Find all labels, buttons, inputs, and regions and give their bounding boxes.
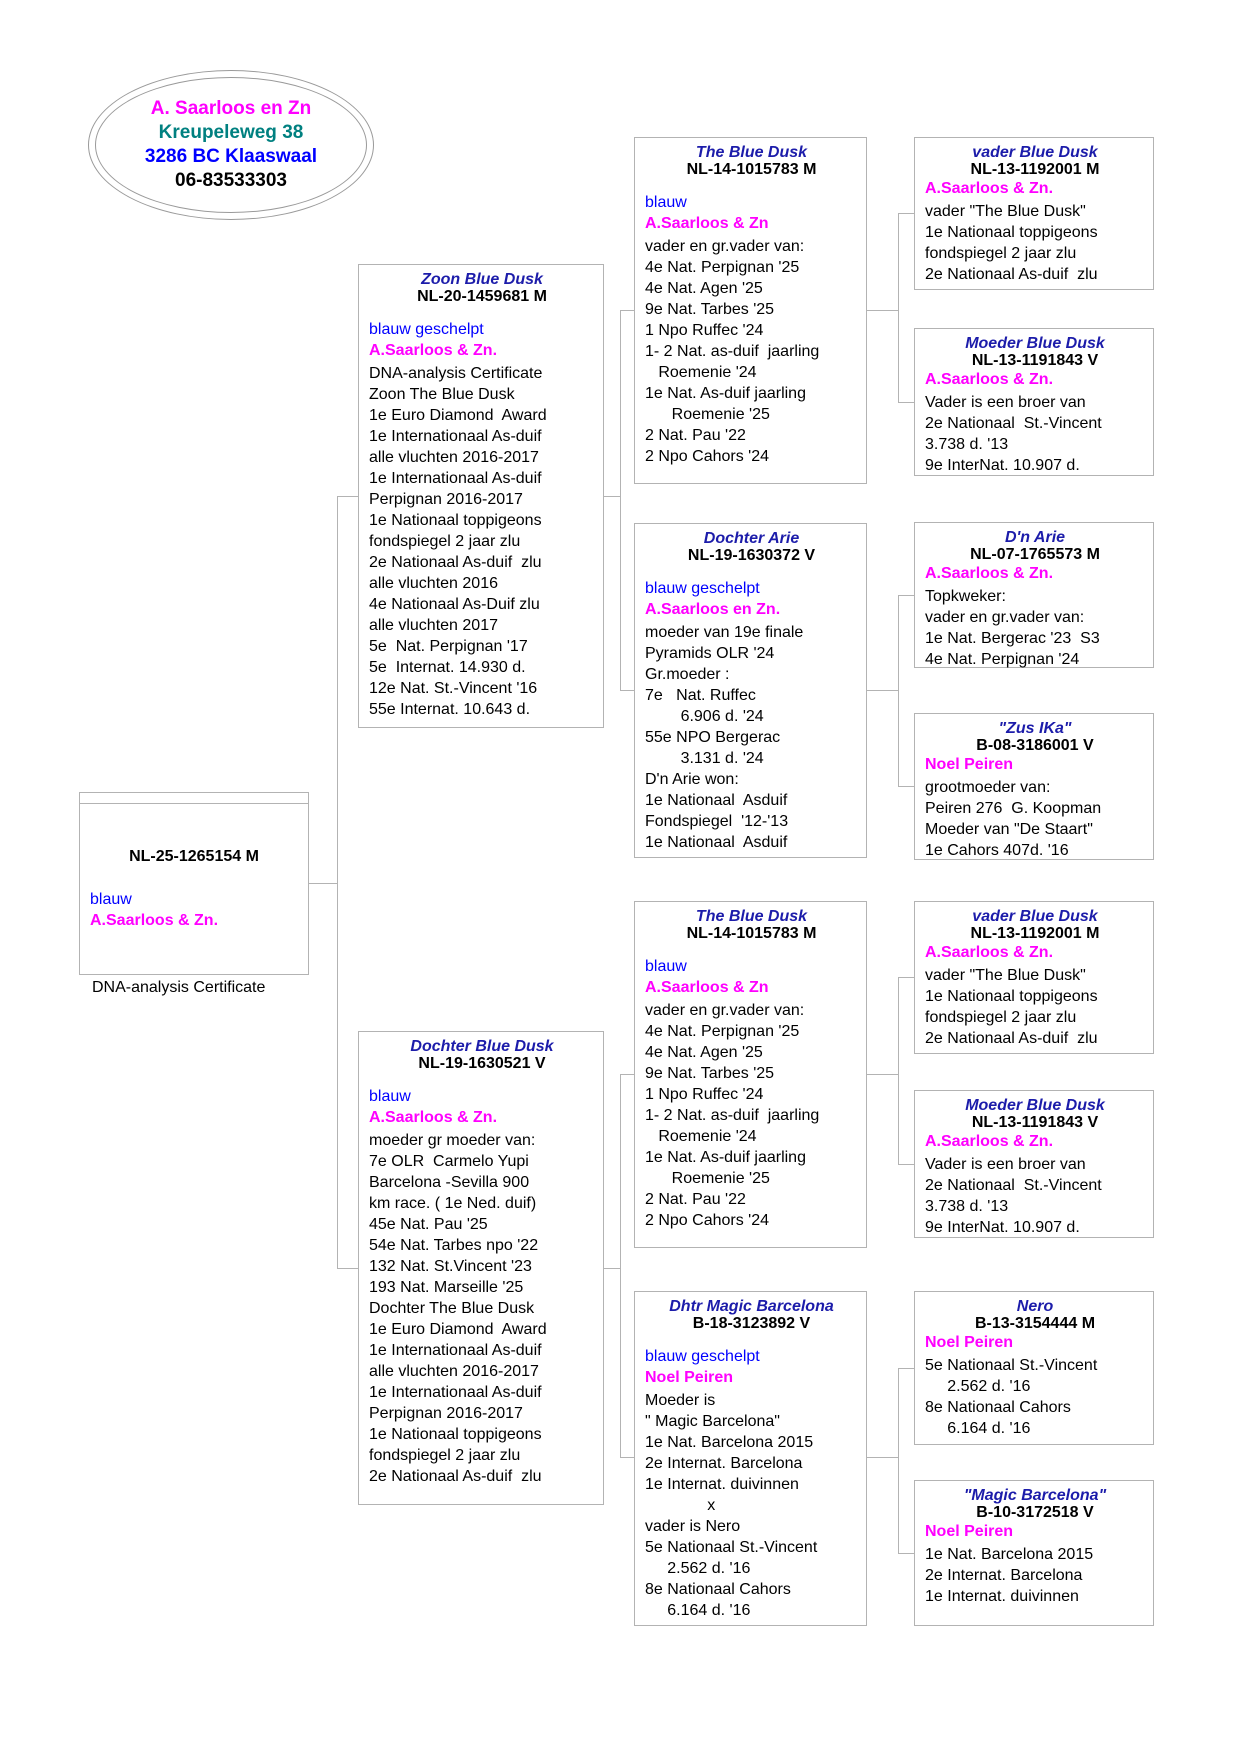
connector-line [867, 1457, 898, 1458]
subject-name-strip [79, 792, 309, 804]
bird-name: The Blue Dusk [695, 144, 808, 161]
bird-name: Zoon Blue Dusk [421, 271, 543, 288]
connector-line [867, 1074, 898, 1075]
box-dd-sire [914, 1291, 1154, 1445]
box-ss-sire [914, 137, 1154, 290]
fancier-name: A.Saarloos & Zn. [925, 1133, 1054, 1150]
bird-name: Dochter Arie [703, 530, 800, 547]
connector-line [867, 690, 898, 691]
color-description: blauw [645, 958, 687, 975]
connector-line [309, 883, 337, 884]
breeder-phone: 06-83533303 [175, 170, 287, 191]
color-description: blauw [645, 194, 687, 211]
connector-line [898, 1368, 914, 1369]
performance-lines: moeder van 19e finale Pyramids OLR '24 Gr.moeder : 7e Nat. Ruffec 6.906 d. '24 55e NPO Bergerac 3.131 d. '24 D'n Arie won: 1e Nationaal Asduif Fondspiegel '12-'13 1e Nationaal Asduif [645, 624, 804, 851]
color-description: blauw geschelpt [369, 321, 484, 338]
connector-line [620, 1074, 634, 1075]
fancier-name: A.Saarloos & Zn. [369, 342, 498, 359]
performance-lines: 5e Nationaal St.-Vincent 2.562 d. '16 8e Nationaal Cahors 6.164 d. '16 [925, 1357, 1098, 1437]
performance-lines: DNA-analysis Certificate Zoon The Blue Dusk 1e Euro Diamond Award 1e Internationaal As-duif alle vluchten 2016-2017 1e Internationaal As-duif Perpignan 2016-2017 1e Nationaal toppigeons fondspiegel 2 jaar zlu 2e Nationaal As-duif zlu alle vluchten 2016 4e Nationaal As-Duif zlu alle vluchten 2017 5e Nat. Perpignan '17 5e Internat. 14.930 d. 12e Nat. St.-Vincent '16 55e Internat. 10.643 d. [369, 365, 547, 718]
fancier-name: A.Saarloos & Zn. [925, 180, 1054, 197]
connector-line [337, 496, 358, 497]
connector-line [620, 310, 621, 691]
connector-line [620, 690, 634, 691]
bird-name: Moeder Blue Dusk [965, 1097, 1105, 1114]
connector-line [898, 213, 899, 402]
bird-name: D'n Arie [1004, 529, 1066, 546]
ring-number: NL-19-1630372 V [687, 547, 816, 564]
performance-lines: vader "The Blue Dusk" 1e Nationaal toppigeons fondspiegel 2 jaar zlu 2e Nationaal As-duif zlu [925, 203, 1098, 283]
ring-number: NL-14-1015783 M [686, 925, 817, 942]
fancier-name: A.Saarloos & Zn. [925, 944, 1054, 961]
fancier-name: A.Saarloos en Zn. [645, 601, 781, 618]
connector-line [898, 595, 914, 596]
connector-line [898, 1368, 899, 1553]
ring-number: NL-20-1459681 M [417, 288, 547, 305]
color-description: blauw geschelpt [645, 580, 760, 597]
color-description: blauw [369, 1088, 411, 1105]
breeder-city: 3286 BC Klaaswaal [144, 146, 318, 167]
fancier-name: A.Saarloos & Zn [645, 215, 769, 232]
performance-lines: vader en gr.vader van: 4e Nat. Perpignan '25 4e Nat. Agen '25 9e Nat. Tarbes '25 1 Npo Ruffec '24 1- 2 Nat. as-duif jaarling Roemenie '24 1e Nat. As-duif jaarling Roemenie '25 2 Nat. Pau '22 2 Npo Cahors '24 [645, 238, 820, 465]
ring-number: B-10-3172518 V [976, 1504, 1094, 1521]
bird-name: vader Blue Dusk [972, 144, 1098, 161]
connector-line [604, 1268, 620, 1269]
box-dam-sire [634, 901, 867, 1248]
fancier-name: Noel Peiren [925, 1523, 1014, 1540]
ring-number: B-13-3154444 M [974, 1315, 1096, 1332]
ring-number: NL-13-1191843 V [971, 352, 1099, 369]
ring-number: NL-13-1192001 M [970, 925, 1100, 942]
bird-name: "Magic Barcelona" [963, 1487, 1107, 1504]
box-sire-sire [634, 137, 867, 484]
box-sd-dam [914, 713, 1154, 860]
performance-lines: Vader is een broer van 2e Nationaal St.-Vincent 3.738 d. '13 9e InterNat. 10.907 d. [925, 1156, 1102, 1236]
breeder-stamp-oval [88, 70, 374, 220]
ring-number: B-08-3186001 V [976, 737, 1094, 754]
connector-line [620, 1074, 621, 1458]
box-ss-dam [914, 328, 1154, 476]
box-sd-sire [914, 522, 1154, 668]
performance-lines: vader "The Blue Dusk" 1e Nationaal toppigeons fondspiegel 2 jaar zlu 2e Nationaal As-duif zlu [925, 967, 1098, 1047]
breeder-stamp-inner [95, 77, 367, 213]
bird-name: Dhtr Magic Barcelona [669, 1298, 834, 1315]
bird-name: Moeder Blue Dusk [965, 335, 1105, 352]
bird-name: Dochter Blue Dusk [410, 1038, 554, 1055]
performance-lines: Vader is een broer van 2e Nationaal St.-Vincent 3.738 d. '13 9e InterNat. 10.907 d. [925, 394, 1102, 474]
box-ds-sire [914, 901, 1154, 1054]
performance-lines: Topkweker: vader en gr.vader van: 1e Nat. Bergerac '23 S3 4e Nat. Perpignan '24 [925, 588, 1100, 668]
connector-line [898, 213, 914, 214]
connector-line [898, 1164, 914, 1165]
bird-name: The Blue Dusk [695, 908, 808, 925]
connector-line [898, 977, 899, 1164]
performance-lines: vader en gr.vader van: 4e Nat. Perpignan '25 4e Nat. Agen '25 9e Nat. Tarbes '25 1 Npo Ruffec '24 1- 2 Nat. as-duif jaarling Roemenie '24 1e Nat. As-duif jaarling Roemenie '25 2 Nat. Pau '22 2 Npo Cahors '24 [645, 1002, 820, 1229]
ring-number: NL-07-1765573 M [970, 546, 1100, 563]
connector-line [898, 595, 899, 786]
connector-line [337, 1268, 358, 1269]
box-sire [358, 264, 604, 728]
connector-line [620, 310, 634, 311]
ring-number: NL-14-1015783 M [686, 161, 817, 178]
ring-number: NL-19-1630521 V [418, 1055, 546, 1072]
bird-name: vader Blue Dusk [972, 908, 1098, 925]
connector-line [337, 496, 338, 1269]
breeder-street: Kreupeleweg 38 [158, 122, 304, 143]
fancier-name: Noel Peiren [925, 756, 1014, 773]
performance-lines: Moeder is " Magic Barcelona" 1e Nat. Barcelona 2015 2e Internat. Barcelona 1e Internat. duivinnen x vader is Nero 5e Nationaal St.-Vincent 2.562 d. '16 8e Nationaal Cahors 6.164 d. '16 [645, 1392, 818, 1619]
subject-fancier: A.Saarloos & Zn. [90, 912, 219, 929]
performance-lines: 1e Nat. Barcelona 2015 2e Internat. Barcelona 1e Internat. duivinnen [925, 1546, 1094, 1605]
box-dam-dam [634, 1291, 867, 1626]
box-ds-dam [914, 1090, 1154, 1238]
fancier-name: A.Saarloos & Zn. [925, 371, 1054, 388]
box-sire-dam [634, 523, 867, 858]
box-dam [358, 1031, 604, 1505]
performance-lines: moeder gr moeder van: 7e OLR Carmelo Yupi Barcelona -Sevilla 900 km race. ( 1e Ned. duif) 45e Nat. Pau '25 54e Nat. Tarbes npo '22 132 Nat. St.Vincent '23 193 Nat. Marseille '25 Dochter The Blue Dusk 1e Euro Diamond Award 1e Internationaal As-duif alle vluchten 2016-2017 1e Internationaal As-duif Perpignan 2016-2017 1e Nationaal toppigeons fondspiegel 2 jaar zlu 2e Nationaal As-duif zlu [369, 1132, 547, 1485]
connector-line [620, 1457, 634, 1458]
subject-ring-number: NL-25-1265154 M [129, 848, 259, 865]
bird-name: "Zus IKa" [998, 720, 1072, 737]
fancier-name: A.Saarloos & Zn. [925, 565, 1054, 582]
connector-line [898, 977, 914, 978]
color-description: blauw geschelpt [645, 1348, 760, 1365]
connector-line [867, 310, 898, 311]
fancier-name: Noel Peiren [645, 1369, 734, 1386]
connector-line [898, 786, 914, 787]
subject-dna-note: DNA-analysis Certificate [92, 979, 266, 996]
ring-number: NL-13-1192001 M [970, 161, 1100, 178]
breeder-name: A. Saarloos en Zn [150, 98, 312, 119]
fancier-name: A.Saarloos & Zn [645, 979, 769, 996]
subject-box [79, 804, 309, 975]
connector-line [898, 1553, 914, 1554]
box-dd-dam [914, 1480, 1154, 1626]
connector-line [604, 496, 620, 497]
performance-lines: grootmoeder van: Peiren 276 G. Koopman Moeder van "De Staart" 1e Cahors 407d. '16 [925, 779, 1102, 859]
bird-name: Nero [1016, 1298, 1054, 1315]
subject-color-desc: blauw [90, 891, 132, 908]
fancier-name: A.Saarloos & Zn. [369, 1109, 498, 1126]
connector-line [898, 402, 914, 403]
ring-number: NL-13-1191843 V [971, 1114, 1099, 1131]
ring-number: B-18-3123892 V [692, 1315, 811, 1332]
fancier-name: Noel Peiren [925, 1334, 1014, 1351]
